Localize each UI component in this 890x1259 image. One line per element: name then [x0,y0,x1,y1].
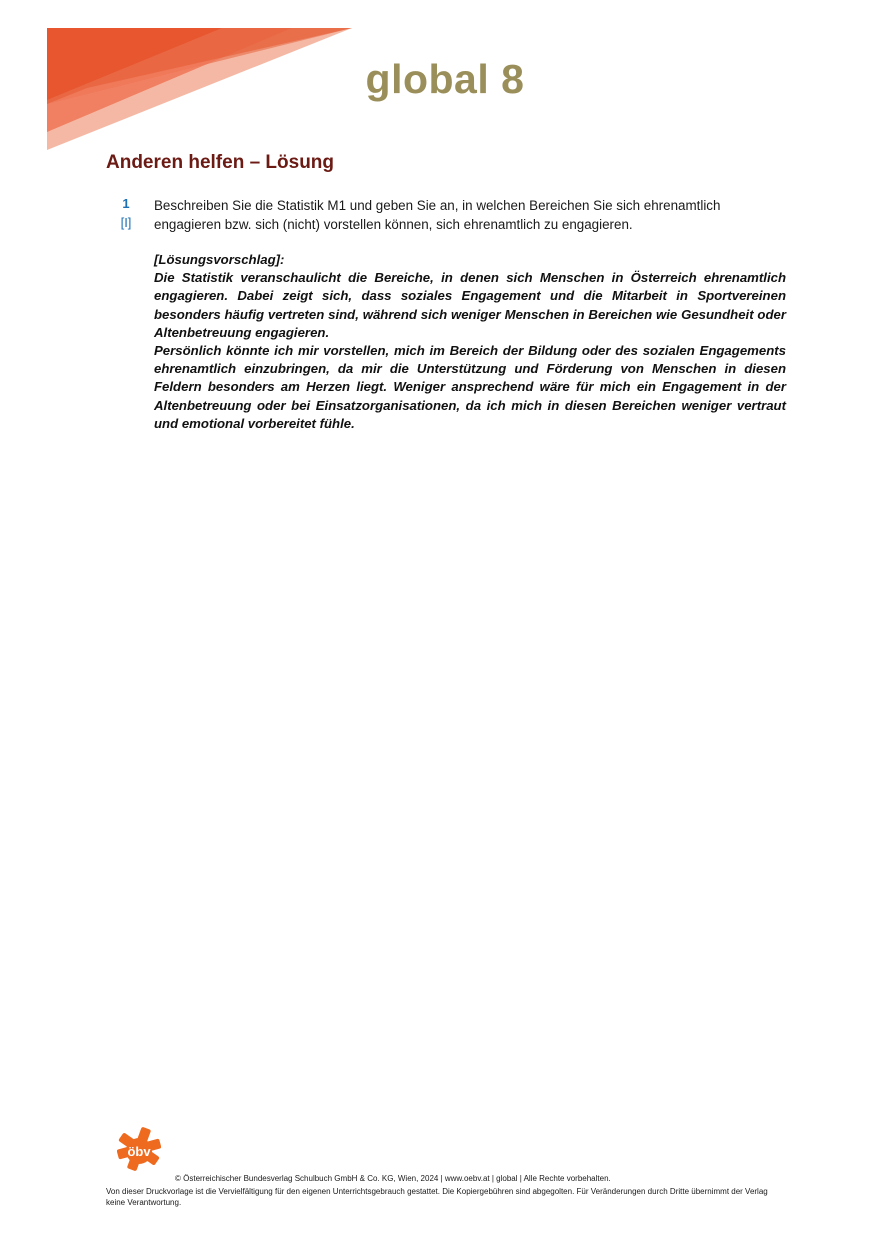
series-title: global 8 [365,56,525,102]
task-prompt: Beschreiben Sie die Statistik M1 und geben Sie an, in welchen Bereichen Sie sich ehrenamtlich engagieren bzw. sich (nicht) vorstellen können, sich ehrenamtlich zu engagieren. [154,198,721,232]
sheet-title: Anderen helfen – Lösung [106,152,335,173]
publisher-logo [117,1126,161,1172]
solution-block [154,251,786,433]
task-number: 1 [122,196,130,211]
logo-text: öbv [127,1144,151,1159]
task-level: [I] [120,215,132,230]
solution-paragraph-1: Die Statistik veranschaulicht die Bereiche, in denen sich Menschen in Österreich ehrenamtlich engagieren. Dabei zeigt sich, dass soziales Engagement und die Mitarbeit in Sportvereinen besonders häufig vertreten sind, während sich weniger Menschen in Bereichen wie Gesundheit oder Altenbetreuung engagieren. [154,270,786,340]
footer-copyright: © Österreichischer Bundesverlag Schulbuch GmbH & Co. KG, Wien, 2024 | www.oebv.at | global | Alle Rechte vorbehalten. [175,1174,611,1183]
solution-label: [Lösungsvorschlag]: [154,252,285,267]
footer-notice: Von dieser Druckvorlage ist die Vervielfältigung für den eigenen Unterrichtsgebrauch gestattet. Die Kopiergebühren sind abgegolten. Für Veränderungen durch Dritte übernimmt der Verlag keine Verantwortung. [106,1187,768,1207]
solution-paragraph-2: Persönlich könnte ich mir vorstellen, mich im Bereich der Bildung oder des sozialen Engagements ehrenamtlich einzubringen, da mir die Unterstützung und Förderung von Menschen in diesen Feldern besonders am Herzen liegt. Weniger ansprechend wäre für mich ein Engagement in der Altenbetreuung oder bei Einsatzorganisationen, da ich mich in diesen Bereichen weniger vertraut und emotional vorbereitet fühle. [154,343,786,431]
